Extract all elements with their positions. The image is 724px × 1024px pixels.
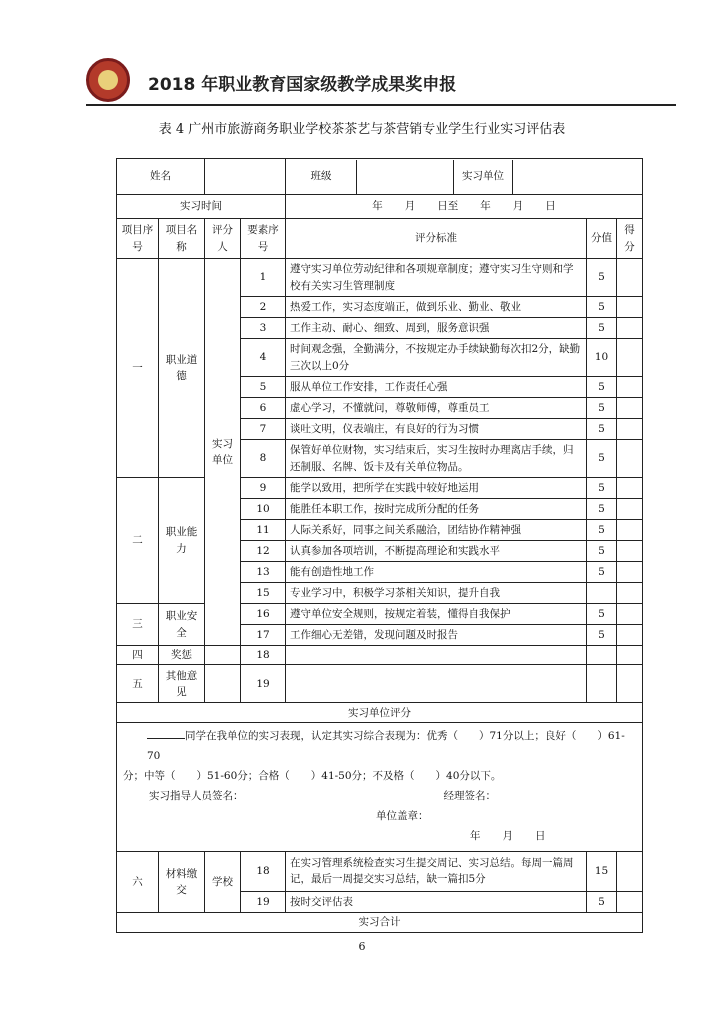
element-no: 10 [241, 499, 286, 520]
class-label: 班级 [286, 160, 357, 194]
criteria-text: 按时交评估表 [286, 891, 587, 912]
section-no: 五 [117, 665, 159, 703]
student-name-blank[interactable] [147, 727, 185, 739]
element-no: 8 [241, 440, 286, 478]
evaluator-empty [205, 646, 241, 665]
remark-block [117, 723, 643, 852]
column-header-row [117, 219, 643, 259]
remark-line-1: 同学在我单位的实习表现，认定其实习综合表现为：优秀（ ）71分以上；良好（ ）61-70 [147, 730, 625, 763]
score-value: 5 [587, 440, 617, 478]
got-cell[interactable] [617, 851, 643, 891]
section-name: 材料缴交 [159, 851, 205, 912]
evaluator-unit: 实习单位 [205, 259, 241, 646]
table-row [117, 665, 643, 703]
score-value: 5 [587, 520, 617, 541]
score-value: 5 [587, 398, 617, 419]
col-score: 分值 [587, 219, 617, 259]
element-no: 4 [241, 339, 286, 377]
col-got: 得分 [617, 219, 643, 259]
criteria-text[interactable] [286, 646, 587, 665]
element-no: 6 [241, 398, 286, 419]
got-cell[interactable] [617, 440, 643, 478]
element-no: 12 [241, 541, 286, 562]
score-value: 5 [587, 604, 617, 625]
section-name: 其他意见 [159, 665, 205, 703]
criteria-text: 认真参加各项培训，不断提高理论和实践水平 [286, 541, 587, 562]
got-cell[interactable] [617, 339, 643, 377]
score-value: 5 [587, 625, 617, 646]
got-cell[interactable] [617, 891, 643, 912]
criteria-text: 专业学习中，积极学习茶相关知识，提升自我 [286, 583, 587, 604]
got-cell[interactable] [617, 259, 643, 297]
criteria-text: 虚心学习，不懂就问，尊敬师傅，尊重员工 [286, 398, 587, 419]
score-value: 5 [587, 259, 617, 297]
criteria-text: 人际关系好，同事之间关系融洽，团结协作精神强 [286, 520, 587, 541]
table-row [117, 851, 643, 891]
score-value [587, 665, 617, 703]
element-no: 2 [241, 297, 286, 318]
criteria-text[interactable] [286, 665, 587, 703]
got-cell[interactable] [617, 625, 643, 646]
section-name: 职业道德 [159, 259, 205, 478]
element-no: 15 [241, 583, 286, 604]
got-cell[interactable] [617, 398, 643, 419]
element-no: 7 [241, 419, 286, 440]
unit-score-label: 实习单位评分 [117, 703, 643, 723]
total-label: 实习合计 [117, 912, 643, 932]
class-value[interactable] [357, 160, 454, 194]
criteria-text: 遵守单位安全规则，按规定着装，懂得自我保护 [286, 604, 587, 625]
score-value: 5 [587, 419, 617, 440]
element-no: 19 [241, 891, 286, 912]
got-cell[interactable] [617, 665, 643, 703]
col-item-no: 项目序号 [117, 219, 159, 259]
evaluation-table [116, 158, 643, 933]
header-title: 2018 年职业教育国家级教学成果奖申报 [148, 75, 457, 95]
col-criteria: 评分标准 [286, 219, 587, 259]
score-value: 5 [587, 499, 617, 520]
element-no: 5 [241, 377, 286, 398]
element-no: 11 [241, 520, 286, 541]
element-no: 16 [241, 604, 286, 625]
criteria-text: 服从单位工作安排，工作责任心强 [286, 377, 587, 398]
unit-label: 实习单位 [454, 160, 513, 194]
score-value [587, 646, 617, 665]
score-value: 5 [587, 562, 617, 583]
period-value: 年 月 日至 年 月 日 [286, 195, 643, 219]
section-no: 四 [117, 646, 159, 665]
page-number: 6 [358, 940, 366, 953]
criteria-text: 保管好单位财物，实习结束后，实习生按时办理离店手续，归还制服、名牌、饭卡及有关单位物品。 [286, 440, 587, 478]
evaluator-school: 学校 [205, 851, 241, 912]
evaluator-empty [205, 665, 241, 703]
got-cell[interactable] [617, 318, 643, 339]
col-element-no: 要素序号 [241, 219, 286, 259]
criteria-text: 谈吐文明，仪表端庄，有良好的行为习惯 [286, 419, 587, 440]
period-row [117, 195, 643, 219]
table-title: 表 4 广州市旅游商务职业学校茶茶艺与茶营销专业学生行业实习评估表 [158, 122, 566, 137]
manager-signature-label: 经理签名： [443, 790, 496, 803]
score-value: 5 [587, 478, 617, 499]
element-no: 17 [241, 625, 286, 646]
element-no: 18 [241, 851, 286, 891]
criteria-text: 能有创造性地工作 [286, 562, 587, 583]
criteria-text: 工作主动、耐心、细致、周到，服务意识强 [286, 318, 587, 339]
got-cell[interactable] [617, 419, 643, 440]
got-cell[interactable] [617, 520, 643, 541]
score-value: 5 [587, 297, 617, 318]
got-cell[interactable] [617, 541, 643, 562]
table-row [117, 604, 643, 625]
score-value: 5 [587, 377, 617, 398]
section-no: 三 [117, 604, 159, 646]
period-label: 实习时间 [117, 195, 286, 219]
table-row [117, 259, 643, 297]
element-no: 19 [241, 665, 286, 703]
got-cell[interactable] [617, 377, 643, 398]
supervisor-signature-label: 实习指导人员签名： [149, 790, 244, 803]
criteria-text: 热爱工作，实习态度端正，做到乐业、勤业、敬业 [286, 297, 587, 318]
score-value: 15 [587, 851, 617, 891]
element-no: 3 [241, 318, 286, 339]
score-value: 10 [587, 339, 617, 377]
element-no: 18 [241, 646, 286, 665]
score-value: 5 [587, 891, 617, 912]
got-cell[interactable] [617, 646, 643, 665]
remark-line-2: 分；中等（ ）51-60分；合格（ ）41-50分；不及格（ ）40分以下。 [123, 770, 502, 783]
remark-row [117, 723, 643, 852]
institution-logo [86, 58, 130, 102]
score-value: 5 [587, 541, 617, 562]
page-header [86, 52, 676, 106]
unit-value[interactable] [513, 160, 642, 194]
criteria-text: 能学以致用，把所学在实践中较好地运用 [286, 478, 587, 499]
section-no: 二 [117, 478, 159, 604]
criteria-text: 工作细心无差错，发现问题及时报告 [286, 625, 587, 646]
header-rule [86, 104, 676, 106]
element-no: 1 [241, 259, 286, 297]
col-item-name: 项目名称 [159, 219, 205, 259]
criteria-text: 能胜任本职工作，按时完成所分配的任务 [286, 499, 587, 520]
col-evaluator: 评分人 [205, 219, 241, 259]
got-cell[interactable] [617, 478, 643, 499]
info-row [117, 159, 643, 195]
criteria-text: 遵守实习单位劳动纪律和各项规章制度；遵守实习生守则和学校有关实习生管理制度 [286, 259, 587, 297]
got-cell[interactable] [617, 499, 643, 520]
criteria-text: 时间观念强，全勤满分，不按规定办手续缺勤每次扣2分，缺勤三次以上0分 [286, 339, 587, 377]
remark-date: 年 月 日 [470, 829, 546, 842]
name-label: 姓名 [117, 159, 205, 195]
element-no: 9 [241, 478, 286, 499]
section-no: 六 [117, 851, 159, 912]
got-cell[interactable] [617, 562, 643, 583]
total-row [117, 912, 643, 932]
name-value[interactable] [205, 159, 286, 195]
unit-score-row [117, 703, 643, 723]
element-no: 13 [241, 562, 286, 583]
got-cell[interactable] [617, 604, 643, 625]
score-value: 5 [587, 318, 617, 339]
section-no: 一 [117, 259, 159, 478]
section-name: 职业能力 [159, 478, 205, 604]
table-row [117, 478, 643, 499]
got-cell[interactable] [617, 297, 643, 318]
section-name: 职业安全 [159, 604, 205, 646]
section-name: 奖惩 [159, 646, 205, 665]
score-value [587, 583, 617, 604]
unit-seal-label: 单位盖章： [376, 810, 429, 823]
table-row [117, 646, 643, 665]
got-cell[interactable] [617, 583, 643, 604]
criteria-text: 在实习管理系统检查实习生提交周记、实习总结。每周一篇周记，最后一周提交实习总结，缺一篇扣5分 [286, 851, 587, 891]
